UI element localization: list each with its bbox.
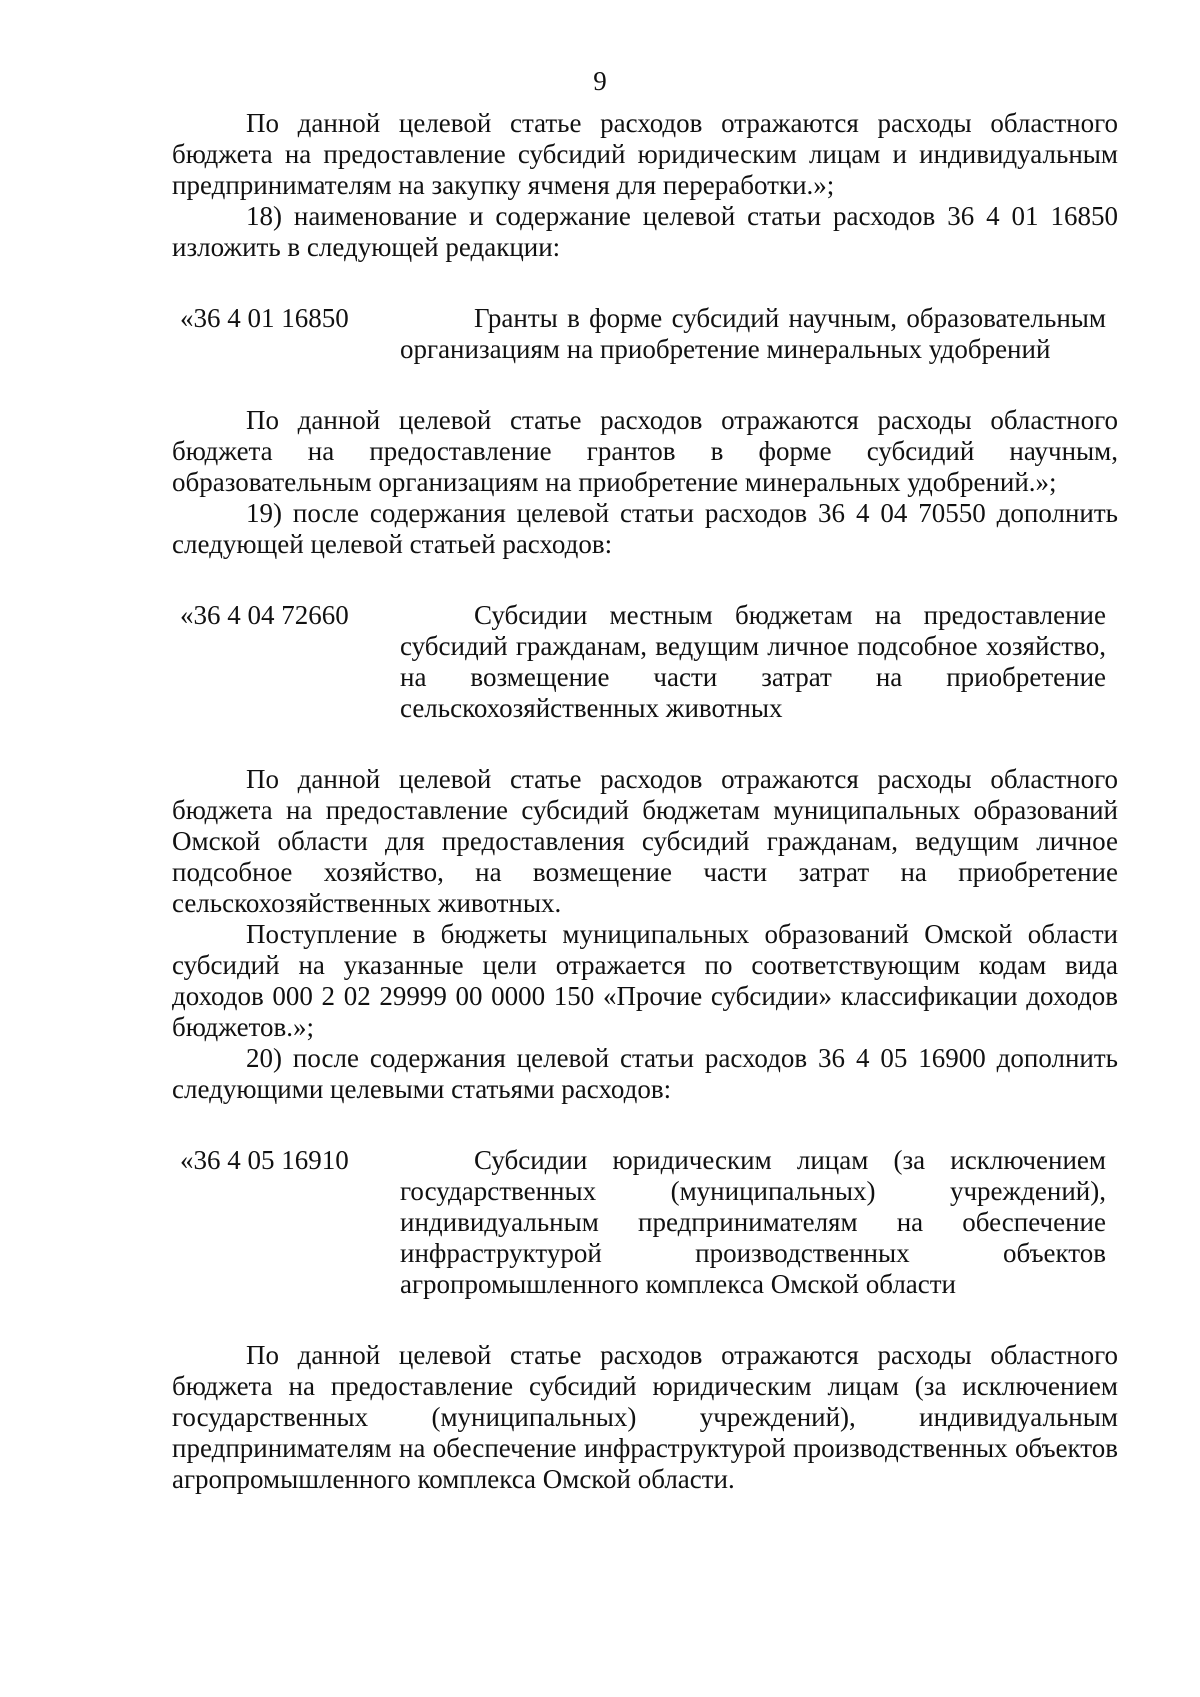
- entry-code: «36 4 04 72660: [180, 600, 349, 630]
- entry-code: «36 4 05 16910: [180, 1145, 349, 1175]
- paragraph-item-18: 18) наименование и содержание целевой статьи расходов 36 4 01 16850 изложить в следующей редакции:: [172, 201, 1118, 262]
- budget-entry-364-04-72660: [172, 600, 1118, 724]
- paragraph-item-20: 20) после содержания целевой статьи расходов 36 4 05 16900 дополнить следующими целевыми статьями расходов:: [172, 1043, 1118, 1104]
- entry-description: Субсидии юридическим лицам (за исключением государственных (муниципальных) учреждений), индивидуальным предпринимателям на обеспечение инфраструктурой производственных объектов агропромышленного комплекса Омской области: [400, 1145, 1106, 1299]
- page-number: 9: [593, 66, 607, 96]
- paragraph-item-19: 19) после содержания целевой статьи расходов 36 4 04 70550 дополнить следующей целевой статьей расходов:: [172, 498, 1118, 559]
- entry-code: «36 4 01 16850: [180, 303, 349, 333]
- paragraph-explanation-grants: По данной целевой статье расходов отражаются расходы областного бюджета на предоставление грантов в форме субсидий научным, образовательным организациям на приобретение минеральных удобрений.»;: [172, 405, 1118, 497]
- document-body: [172, 108, 1118, 1495]
- entry-description: Субсидии местным бюджетам на предоставление субсидий гражданам, ведущим личное подсобное хозяйство, на возмещение части затрат на приобретение сельскохозяйственных животных: [400, 600, 1106, 723]
- paragraph-explanation-barley: По данной целевой статье расходов отражаются расходы областного бюджета на предоставление субсидий юридическим лицам и индивидуальным предпринимателям на закупку ячменя для переработки.»;: [172, 108, 1118, 200]
- paragraph-revenue-codes: Поступление в бюджеты муниципальных образований Омской области субсидий на указанные цели отражается по соответствующим кодам вида доходов 000 2 02 29999 00 0000 150 «Прочие субсидии» классификации доходов бюджетов.»;: [172, 919, 1118, 1042]
- entry-description: Гранты в форме субсидий научным, образовательным организациям на приобретение минеральных удобрений: [400, 303, 1106, 364]
- budget-entry-364-01-16850: [172, 303, 1118, 365]
- paragraph-explanation-local-budgets: По данной целевой статье расходов отражаются расходы областного бюджета на предоставление субсидий бюджетам муниципальных образований Омской области для предоставления субсидий гражданам, ведущим личное подсобное хозяйство, на возмещение части затрат на приобретение сельскохозяйственных животных.: [172, 764, 1118, 918]
- budget-entry-364-05-16910: [172, 1145, 1118, 1300]
- paragraph-explanation-infrastructure: По данной целевой статье расходов отражаются расходы областного бюджета на предоставление субсидий юридическим лицам (за исключением государственных (муниципальных) учреждений), индивидуальным предпринимателям на обеспечение инфраструктурой производственных объектов агропромышленного комплекса Омской области.: [172, 1340, 1118, 1494]
